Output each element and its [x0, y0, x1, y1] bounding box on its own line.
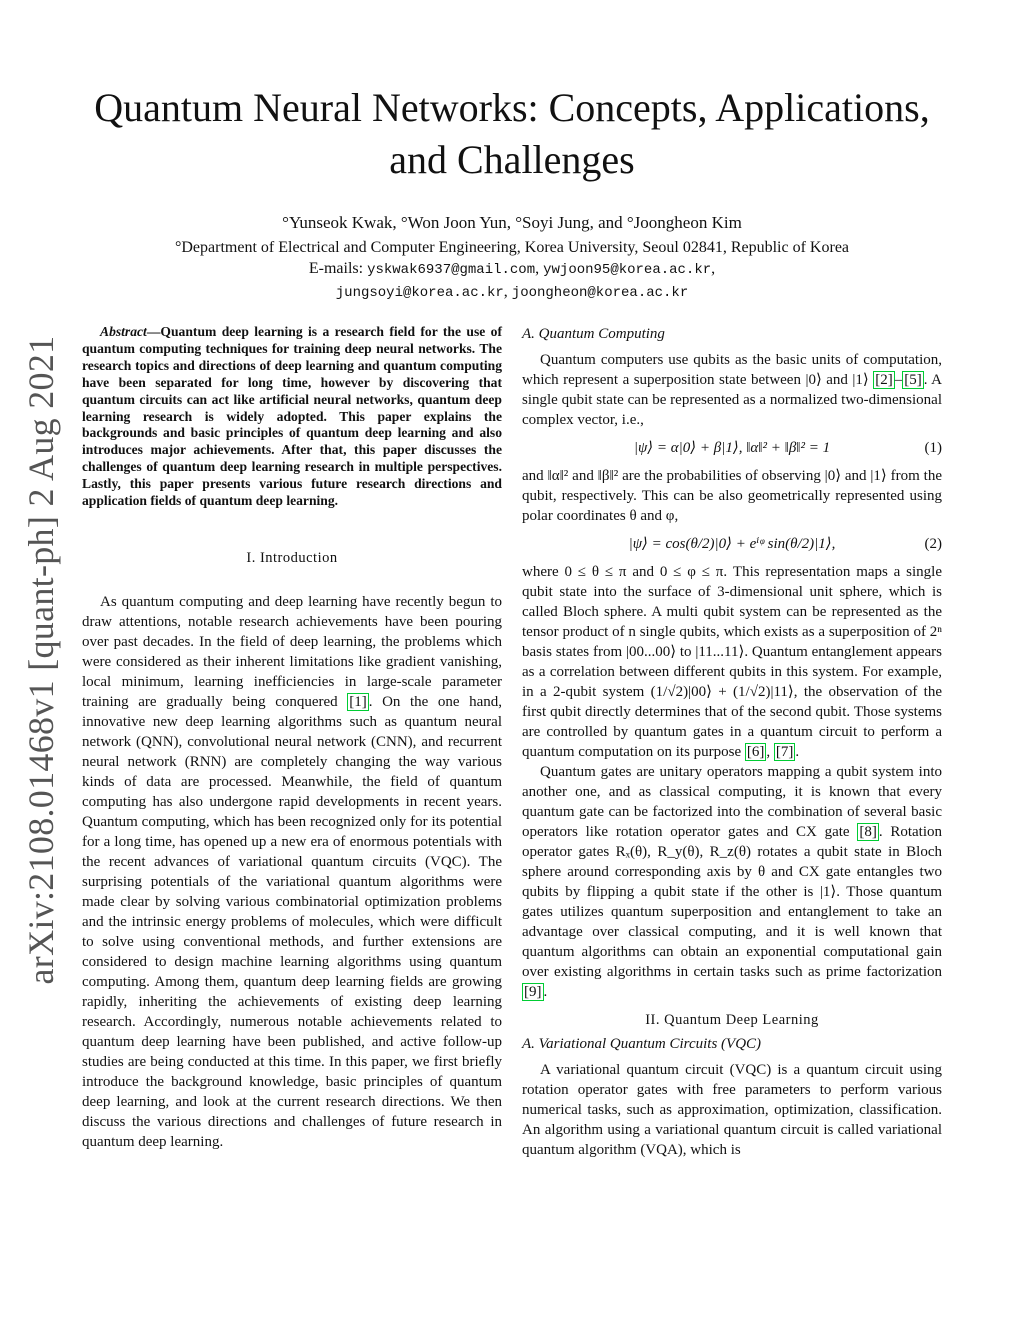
- citation-8[interactable]: [8]: [859, 824, 877, 840]
- equation-2-number: (2): [924, 536, 942, 552]
- section-introduction-heading: I. Introduction: [246, 549, 338, 566]
- citation-6[interactable]: [6]: [746, 744, 765, 760]
- email-1[interactable]: yskwak6937@gmail.com: [367, 262, 536, 278]
- qc-text-3-end: .: [795, 744, 800, 760]
- qc-text-4-end: .: [543, 984, 548, 1000]
- intro-text-1: As quantum computing and deep learning have recently begun to draw attentions, notable research achievements have been pouring over past decades. In the field of deep learning, the problems which were considered as their inherent limitations like gradient vanishing, local minimum, learning inefficiencies in large-scale parameter training are gradually being conquered: [82, 593, 502, 710]
- qc-text-1a: Quantum computers use qubits as the basic units of computation, which represent a superposition state between |0⟩ and |1⟩: [522, 352, 942, 388]
- subsection-quantum-computing: A. Quantum Computing: [522, 326, 665, 342]
- vqc-paragraph: A variational quantum circuit (VQC) is a quantum circuit using rotation operator gates with free parameters to perform various numerical tasks, such as approximation, optimization, classification. An algorithm using a variational quantum circuit is called variational quantum algorithm (VQA), which is: [522, 1062, 942, 1158]
- citation-7[interactable]: [7]: [775, 744, 794, 760]
- abstract: [82, 324, 502, 510]
- qc-paragraph-1: [522, 350, 942, 430]
- qc-text-1b: . A single qubit state can be represented as a normalized two-dimensional complex vector, i.e.,: [522, 372, 942, 428]
- equation-2-body: |ψ⟩ = cos(θ/2)|0⟩ + eⁱᵠ sin(θ/2)|1⟩,: [628, 536, 836, 552]
- title-line-2: and Challenges: [389, 137, 635, 182]
- qc-paragraph-4: [522, 762, 942, 1002]
- qc-paragraph-2: and ‖α‖² and ‖β‖² are the probabilities of observing |0⟩ and |1⟩ from the qubit, respectively. This can be also geometrically represented using polar coordinates θ and φ,: [522, 468, 942, 524]
- equation-1: [522, 438, 942, 458]
- qc-text-3a: where 0 ≤ θ ≤ π and 0 ≤ φ ≤ π. This representation maps a single qubit state into the surface of 3-dimensional unit sphere, which is called Bloch sphere. A multi qubit system can be represented as the tensor product of n single qubits, which exists as a superposition of 2ⁿ basis states from |00...00⟩ to |11...11⟩. Quantum entanglement appears as a correlation between different qubits in this system. For example, in a 2-qubit system (1/√2)|00⟩ + (1/√2)|11⟩, the observation of the first qubit directly determines that of the second qubit. Those systems are controlled by quantum gates in a quantum circuit to perform a quantum computation on its purpose: [522, 564, 942, 760]
- emails: E-mails: yskwak6937@gmail.com, ywjoon95@korea.ac.kr, jungsoyi@korea.ac.kr, joongheon@korea.ac.kr: [308, 260, 716, 301]
- arxiv-sidebar: [14, 335, 68, 985]
- email-4[interactable]: joongheon@korea.ac.kr: [511, 285, 689, 301]
- left-column: [82, 324, 502, 1152]
- emails-label: E-mails:: [308, 260, 368, 277]
- affiliation: °Department of Electrical and Computer Engineering, Korea University, Seoul 02841, Republic of Korea: [174, 239, 850, 256]
- qc-text-4b: . Rotation operator gates Rₓ(θ), R_y(θ), R_z(θ) rotates a qubit state in Bloch sphere around corresponding axis by θ and CX gate entangles two qubits by flipping a qubit state if the other is |1⟩. Those quantum gates utilizes quantum superposition and entanglement to take an advantage over classical computing, and it is well known that quantum algorithms can obtain an exponential computational gain over existing algorithms in certain tasks such as prime factorization: [522, 824, 943, 980]
- equation-2: [522, 534, 942, 554]
- citation-2[interactable]: [2]: [875, 372, 893, 388]
- email-2[interactable]: ywjoon95@korea.ac.kr: [543, 262, 712, 278]
- citation-1[interactable]: [1]: [349, 693, 367, 710]
- citation-9[interactable]: [9]: [524, 984, 542, 1000]
- qc-text-4a: Quantum gates are unitary operators mapping a qubit system into another one, and as classical computing, it is known that every quantum gate can be factorized into the combination of several basic operators like rotation operator gates and CX gate: [522, 764, 942, 840]
- arxiv-id: arXiv:2108.01468v1 [quant-ph] 2 Aug 2021: [21, 335, 61, 985]
- citation-dash: –: [894, 372, 903, 388]
- citation-comma: ,: [766, 744, 774, 760]
- title-line-1: Quantum Neural Networks: Concepts, Applications,: [94, 85, 930, 130]
- abstract-label: Abstract: [100, 324, 147, 339]
- intro-text-2: . On the one hand, innovative new deep learning algorithms such as quantum neural network (QNN), convolutional neural network (CNN), and recurrent neural network (RNN) are completely changing the way various kinds of data are processed. Meanwhile, the field of quantum computing has also undergone rapid developments in recent years. Quantum computing, which has been recognized only for its potential for a long time, has opened up a new era of enormous potentials with the recent advances of variational quantum circuits (VQC). The surprising potentials of the variational quantum algorithms were made clear by solving various combinatorial optimization problems and the intrinsic energy problems of molecules, which were difficult to solve using conventional methods, and further extensions are considered to design machine learning algorithms using quantum computing. Among them, quantum deep learning fields are growing rapidly, inheriting the achievements of existing deep learning research. Accordingly, numerous notable achievements related to quantum deep learning have been published, and active follow-up studies are being conducted at this time. In this paper, we first briefly introduce the background knowledge, basic principles of quantum deep learning, and look at the current research directions. We then discuss the various directions and challenges of future research in quantum deep learning.: [82, 693, 503, 1150]
- authors: °Yunseok Kwak, °Won Joon Yun, °Soyi Jung, and °Joongheon Kim: [282, 213, 742, 232]
- email-3[interactable]: jungsoyi@korea.ac.kr: [335, 285, 504, 301]
- paper-header: [0, 82, 1024, 304]
- intro-paragraph: [82, 592, 502, 1152]
- right-column: [522, 324, 942, 1160]
- subsection-vqc: A. Variational Quantum Circuits (VQC): [522, 1036, 762, 1052]
- abstract-text: —Quantum deep learning is a research field for the use of quantum computing techniques for training deep neural networks. The research topics and directions of deep learning and quantum computing have been separated for long time, however by discovering that quantum circuits can act like artificial neural networks, quantum deep learning research is widely adopted. This paper explains the backgrounds and basic principles of quantum deep learning and also introduces major achievements. After that, this paper discusses the challenges of quantum deep learning research in multiple perspectives. Lastly, this paper presents various future research directions and application fields of quantum deep learning.: [82, 324, 502, 509]
- citation-5[interactable]: [5]: [904, 372, 922, 388]
- equation-1-number: (1): [924, 440, 942, 456]
- equation-1-body: |ψ⟩ = α|0⟩ + β|1⟩, ‖α‖² + ‖β‖² = 1: [633, 440, 831, 456]
- paper-title: [0, 82, 1024, 186]
- qc-paragraph-3: [522, 562, 942, 762]
- section-quantum-deep-learning-heading: II. Quantum Deep Learning: [645, 1012, 819, 1028]
